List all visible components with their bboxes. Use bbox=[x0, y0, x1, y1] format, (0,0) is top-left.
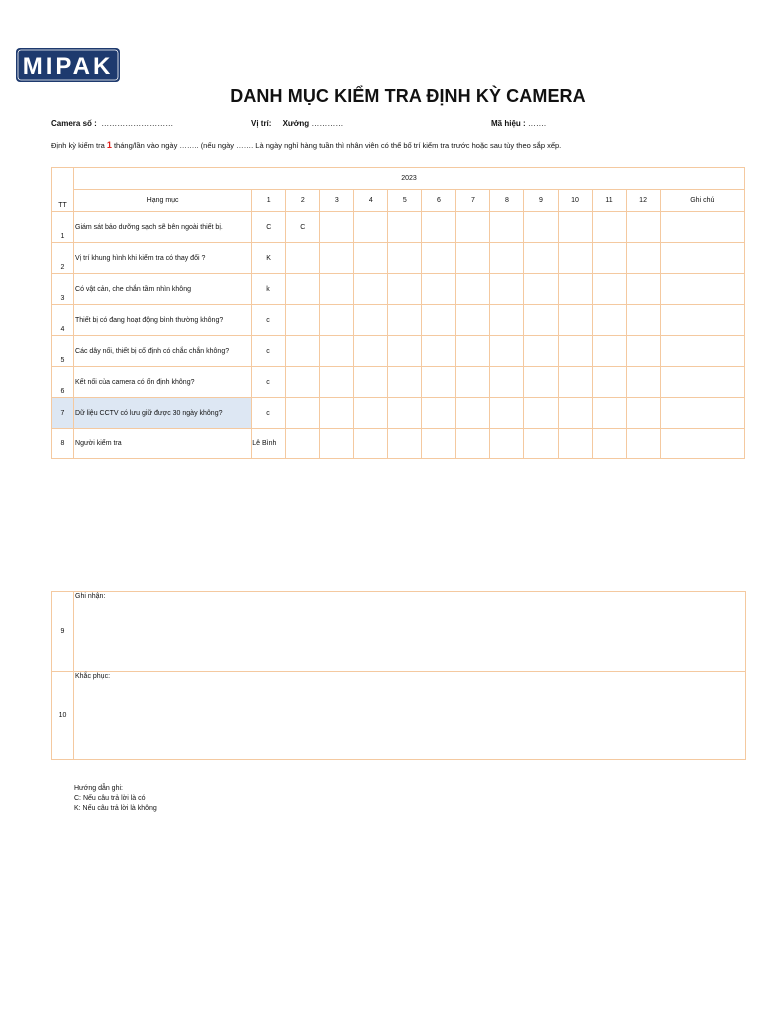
schedule-note bbox=[51, 140, 561, 150]
cell-month-5[interactable] bbox=[388, 212, 422, 243]
cell-month-12[interactable] bbox=[626, 212, 660, 243]
cell-month-9[interactable] bbox=[524, 367, 558, 398]
cell-month-2[interactable] bbox=[286, 336, 320, 367]
table-row bbox=[52, 243, 745, 274]
remarks-table bbox=[51, 591, 746, 760]
cell-month-10[interactable] bbox=[558, 212, 592, 243]
cell-month-4[interactable] bbox=[354, 367, 388, 398]
cell-month-7[interactable] bbox=[456, 336, 490, 367]
cell-month-11[interactable] bbox=[592, 243, 626, 274]
cell-month-7[interactable] bbox=[456, 429, 490, 459]
cell-month-6[interactable] bbox=[422, 336, 456, 367]
cell-month-10[interactable] bbox=[558, 305, 592, 336]
header-month-12: 12 bbox=[626, 190, 660, 212]
cell-month-8[interactable] bbox=[490, 367, 524, 398]
code-label: Mã hiệu : bbox=[491, 119, 526, 128]
row-item: Dữ liệu CCTV có lưu giữ được 30 ngày không? bbox=[74, 398, 252, 429]
camera-value: ……………………… bbox=[101, 119, 174, 128]
cell-month-1[interactable]: Lê Bình bbox=[252, 429, 286, 459]
cell-note[interactable] bbox=[660, 274, 744, 305]
cell-month-10[interactable] bbox=[558, 398, 592, 429]
cell-month-3[interactable] bbox=[320, 336, 354, 367]
cell-month-9[interactable] bbox=[524, 212, 558, 243]
cell-month-9[interactable] bbox=[524, 398, 558, 429]
cell-month-11[interactable] bbox=[592, 305, 626, 336]
cell-month-7[interactable] bbox=[456, 212, 490, 243]
cell-month-1[interactable]: c bbox=[252, 305, 286, 336]
row-number: 8 bbox=[52, 429, 74, 459]
cell-month-1[interactable]: c bbox=[252, 336, 286, 367]
code-value: ……. bbox=[527, 119, 547, 128]
header-month-10: 10 bbox=[558, 190, 592, 212]
cell-month-10[interactable] bbox=[558, 274, 592, 305]
header-tt: TT bbox=[52, 168, 74, 212]
cell-month-12[interactable] bbox=[626, 274, 660, 305]
row-item: Người kiểm tra bbox=[74, 429, 252, 459]
cell-month-3[interactable] bbox=[320, 274, 354, 305]
cell-month-7[interactable] bbox=[456, 243, 490, 274]
cell-month-4[interactable] bbox=[354, 274, 388, 305]
cell-month-3[interactable] bbox=[320, 429, 354, 459]
cell-month-1[interactable]: c bbox=[252, 367, 286, 398]
row-number: 7 bbox=[52, 398, 74, 429]
cell-month-8[interactable] bbox=[490, 212, 524, 243]
row-item: Có vật cản, che chắn tầm nhìn không bbox=[74, 274, 252, 305]
cell-note[interactable] bbox=[660, 398, 744, 429]
cell-month-3[interactable] bbox=[320, 212, 354, 243]
cell-month-6[interactable] bbox=[422, 305, 456, 336]
cell-month-3[interactable] bbox=[320, 305, 354, 336]
cell-note[interactable] bbox=[660, 243, 744, 274]
cell-month-7[interactable] bbox=[456, 305, 490, 336]
logo-text: MIPAK bbox=[22, 53, 114, 80]
cell-month-5[interactable] bbox=[388, 429, 422, 459]
camera-field bbox=[51, 119, 173, 128]
cell-month-11[interactable] bbox=[592, 429, 626, 459]
location-field bbox=[251, 119, 343, 128]
cell-month-2[interactable] bbox=[286, 305, 320, 336]
cell-month-11[interactable] bbox=[592, 398, 626, 429]
cell-month-10[interactable] bbox=[558, 367, 592, 398]
cell-month-12[interactable] bbox=[626, 305, 660, 336]
row-item: Thiết bị có đang hoạt động bình thường không? bbox=[74, 305, 252, 336]
remarks-cell[interactable] bbox=[74, 592, 746, 672]
cell-month-12[interactable] bbox=[626, 367, 660, 398]
camera-label: Camera số : bbox=[51, 119, 97, 128]
header-month-9: 9 bbox=[524, 190, 558, 212]
row-item: Kết nối của camera có ổn định không? bbox=[74, 367, 252, 398]
cell-month-7[interactable] bbox=[456, 274, 490, 305]
cell-month-7[interactable] bbox=[456, 398, 490, 429]
cell-month-12[interactable] bbox=[626, 243, 660, 274]
header-month-1: 1 bbox=[252, 190, 286, 212]
header-year: 2023 bbox=[74, 168, 745, 190]
row-item: Giám sát bảo dưỡng sạch sẽ bên ngoài thiết bị. bbox=[74, 212, 252, 243]
table-row bbox=[52, 429, 745, 459]
remedy-cell[interactable] bbox=[74, 672, 746, 760]
instructions-no: K: Nếu câu trả lời là không bbox=[74, 805, 157, 812]
cell-month-4[interactable] bbox=[354, 305, 388, 336]
cell-note[interactable] bbox=[660, 212, 744, 243]
header-month-2: 2 bbox=[286, 190, 320, 212]
header-month-8: 8 bbox=[490, 190, 524, 212]
cell-month-4[interactable] bbox=[354, 243, 388, 274]
cell-month-2[interactable] bbox=[286, 429, 320, 459]
cell-month-9[interactable] bbox=[524, 305, 558, 336]
cell-month-12[interactable] bbox=[626, 429, 660, 459]
cell-month-10[interactable] bbox=[558, 336, 592, 367]
cell-month-11[interactable] bbox=[592, 212, 626, 243]
workshop-label: Xưởng bbox=[282, 119, 310, 128]
header-month-6: 6 bbox=[422, 190, 456, 212]
table-row bbox=[52, 274, 745, 305]
cell-month-8[interactable] bbox=[490, 336, 524, 367]
header-note: Ghi chú bbox=[660, 190, 744, 212]
cell-month-2[interactable] bbox=[286, 243, 320, 274]
row-item: Vị trí khung hình khi kiểm tra có thay đổi ? bbox=[74, 243, 252, 274]
cell-month-8[interactable] bbox=[490, 243, 524, 274]
cell-month-3[interactable] bbox=[320, 367, 354, 398]
cell-month-6[interactable] bbox=[422, 367, 456, 398]
cell-month-5[interactable] bbox=[388, 336, 422, 367]
cell-month-10[interactable] bbox=[558, 429, 592, 459]
cell-month-2[interactable]: C bbox=[286, 212, 320, 243]
table-row bbox=[52, 305, 745, 336]
instructions-title: Hướng dẫn ghi: bbox=[74, 785, 123, 792]
cell-month-3[interactable] bbox=[320, 243, 354, 274]
mipak-logo bbox=[16, 48, 120, 82]
cell-month-6[interactable] bbox=[422, 212, 456, 243]
cell-month-4[interactable] bbox=[354, 212, 388, 243]
cell-month-10[interactable] bbox=[558, 243, 592, 274]
cell-month-1[interactable]: c bbox=[252, 398, 286, 429]
header-month-7: 7 bbox=[456, 190, 490, 212]
checklist-table bbox=[51, 167, 745, 459]
header-month-4: 4 bbox=[354, 190, 388, 212]
row-number: 6 bbox=[52, 367, 74, 398]
cell-month-9[interactable] bbox=[524, 336, 558, 367]
row-10-number: 10 bbox=[52, 672, 74, 760]
cell-month-9[interactable] bbox=[524, 243, 558, 274]
row-9-number: 9 bbox=[52, 592, 74, 672]
cell-month-1[interactable]: C bbox=[252, 212, 286, 243]
cell-month-7[interactable] bbox=[456, 367, 490, 398]
cell-month-2[interactable] bbox=[286, 367, 320, 398]
cell-month-2[interactable] bbox=[286, 274, 320, 305]
cell-note[interactable] bbox=[660, 429, 744, 459]
cell-month-5[interactable] bbox=[388, 305, 422, 336]
cell-month-9[interactable] bbox=[524, 429, 558, 459]
cell-month-11[interactable] bbox=[592, 336, 626, 367]
cell-month-5[interactable] bbox=[388, 398, 422, 429]
table-row bbox=[52, 336, 745, 367]
cell-month-6[interactable] bbox=[422, 429, 456, 459]
cell-month-12[interactable] bbox=[626, 336, 660, 367]
cell-month-3[interactable] bbox=[320, 398, 354, 429]
cell-month-8[interactable] bbox=[490, 429, 524, 459]
cell-note[interactable] bbox=[660, 336, 744, 367]
cell-month-8[interactable] bbox=[490, 305, 524, 336]
table-row bbox=[52, 212, 745, 243]
cell-month-11[interactable] bbox=[592, 367, 626, 398]
cell-month-6[interactable] bbox=[422, 398, 456, 429]
cell-month-6[interactable] bbox=[422, 274, 456, 305]
cell-month-4[interactable] bbox=[354, 429, 388, 459]
row-number: 5 bbox=[52, 336, 74, 367]
workshop-value: ………… bbox=[311, 119, 344, 128]
cell-month-4[interactable] bbox=[354, 336, 388, 367]
note-after: tháng/lần vào ngày …….. (nếu ngày ……. Là ngày nghỉ hàng tuần thì nhân viên có thể bố trí kiểm tra trước hoặc sau tùy theo sắp xếp. bbox=[113, 141, 562, 150]
cell-month-1[interactable]: k bbox=[252, 274, 286, 305]
remedy-label: Khắc phục: bbox=[75, 673, 111, 680]
cell-month-6[interactable] bbox=[422, 243, 456, 274]
cell-month-11[interactable] bbox=[592, 274, 626, 305]
header-month-5: 5 bbox=[388, 190, 422, 212]
row-number: 4 bbox=[52, 305, 74, 336]
header-item: Hạng mục bbox=[74, 190, 252, 212]
cell-month-12[interactable] bbox=[626, 398, 660, 429]
cell-month-8[interactable] bbox=[490, 274, 524, 305]
cell-month-1[interactable]: K bbox=[252, 243, 286, 274]
cell-note[interactable] bbox=[660, 367, 744, 398]
cell-month-2[interactable] bbox=[286, 398, 320, 429]
instructions-yes: C: Nếu câu trả lời là có bbox=[74, 795, 146, 802]
cell-month-9[interactable] bbox=[524, 274, 558, 305]
remarks-label: Ghi nhận: bbox=[75, 593, 106, 600]
page-title: DANH MỤC KIỂM TRA ĐỊNH KỲ CAMERA bbox=[230, 86, 586, 106]
header-month-11: 11 bbox=[592, 190, 626, 212]
header-month-3: 3 bbox=[320, 190, 354, 212]
row-number: 2 bbox=[52, 243, 74, 274]
table-row bbox=[52, 398, 745, 429]
row-number: 1 bbox=[52, 212, 74, 243]
code-field bbox=[491, 119, 546, 128]
cell-month-4[interactable] bbox=[354, 398, 388, 429]
cell-month-5[interactable] bbox=[388, 243, 422, 274]
instructions bbox=[74, 784, 157, 814]
table-row bbox=[52, 367, 745, 398]
note-frequency: 1 bbox=[106, 140, 112, 150]
cell-note[interactable] bbox=[660, 305, 744, 336]
cell-month-5[interactable] bbox=[388, 274, 422, 305]
location-label: Vị trí: bbox=[251, 119, 272, 128]
row-number: 3 bbox=[52, 274, 74, 305]
cell-month-5[interactable] bbox=[388, 367, 422, 398]
note-before: Định kỳ kiểm tra bbox=[51, 141, 105, 150]
cell-month-8[interactable] bbox=[490, 398, 524, 429]
row-item: Các dây nối, thiết bị cố định có chắc chắn không? bbox=[74, 336, 252, 367]
